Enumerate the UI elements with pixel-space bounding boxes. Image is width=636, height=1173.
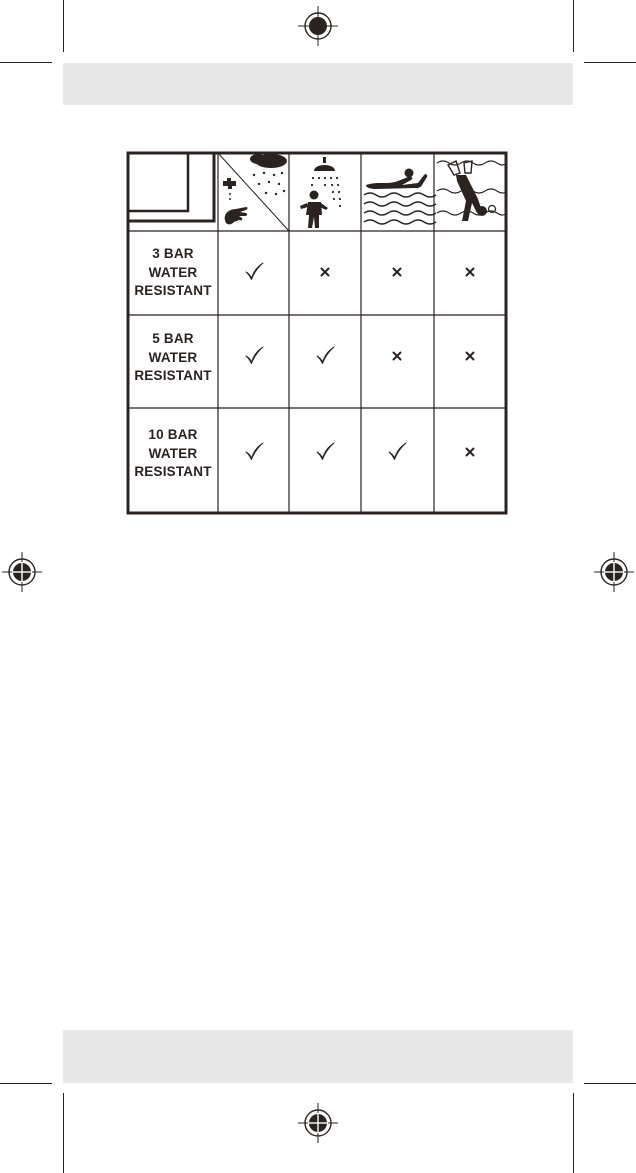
registration-mark-left-icon xyxy=(2,552,42,592)
registration-mark-top-icon xyxy=(298,6,338,46)
crop-mark-top-left-h xyxy=(0,62,52,63)
shower-icon xyxy=(300,157,341,228)
cross-mark-icon-r0-c2 xyxy=(382,257,412,287)
diving-icon xyxy=(437,161,507,221)
crop-mark-bottom-left-v xyxy=(63,1093,64,1173)
crop-mark-bottom-left-h xyxy=(0,1083,52,1084)
cross-mark-icon-r2-c3 xyxy=(455,437,485,467)
rain-and-hand-washing-icon xyxy=(218,153,289,231)
footer-band xyxy=(63,1030,573,1083)
swimming-icon xyxy=(364,169,436,225)
row-label-5-bar: 5 BAR WATER RESISTANT xyxy=(134,331,212,383)
crop-mark-top-right-v xyxy=(573,0,574,52)
registration-mark-bottom-icon xyxy=(298,1103,338,1143)
header-band xyxy=(63,63,573,105)
water-resistance-table xyxy=(126,151,508,516)
check-mark-icon-r2-c0 xyxy=(239,437,269,467)
check-mark-icon-r1-c0 xyxy=(239,341,269,371)
cross-mark-icon-r1-c2 xyxy=(382,341,412,371)
cross-mark-icon-r1-c3 xyxy=(455,341,485,371)
row-label-10-bar: 10 BAR WATER RESISTANT xyxy=(134,427,212,479)
cross-mark-icon-r0-c3 xyxy=(455,257,485,287)
registration-mark-right-icon xyxy=(594,552,634,592)
crop-mark-bottom-right-v xyxy=(573,1093,574,1173)
check-mark-icon-r0-c0 xyxy=(239,257,269,287)
cross-mark-icon-r0-c1 xyxy=(310,257,340,287)
crop-mark-bottom-right-h xyxy=(584,1083,636,1084)
check-mark-icon-r1-c1 xyxy=(310,341,340,371)
row-label-3-bar: 3 BAR WATER RESISTANT xyxy=(134,246,212,298)
check-mark-icon-r2-c2 xyxy=(382,437,412,467)
crop-mark-top-left-v xyxy=(63,0,64,52)
crop-mark-top-right-h xyxy=(584,62,636,63)
check-mark-icon-r2-c1 xyxy=(310,437,340,467)
